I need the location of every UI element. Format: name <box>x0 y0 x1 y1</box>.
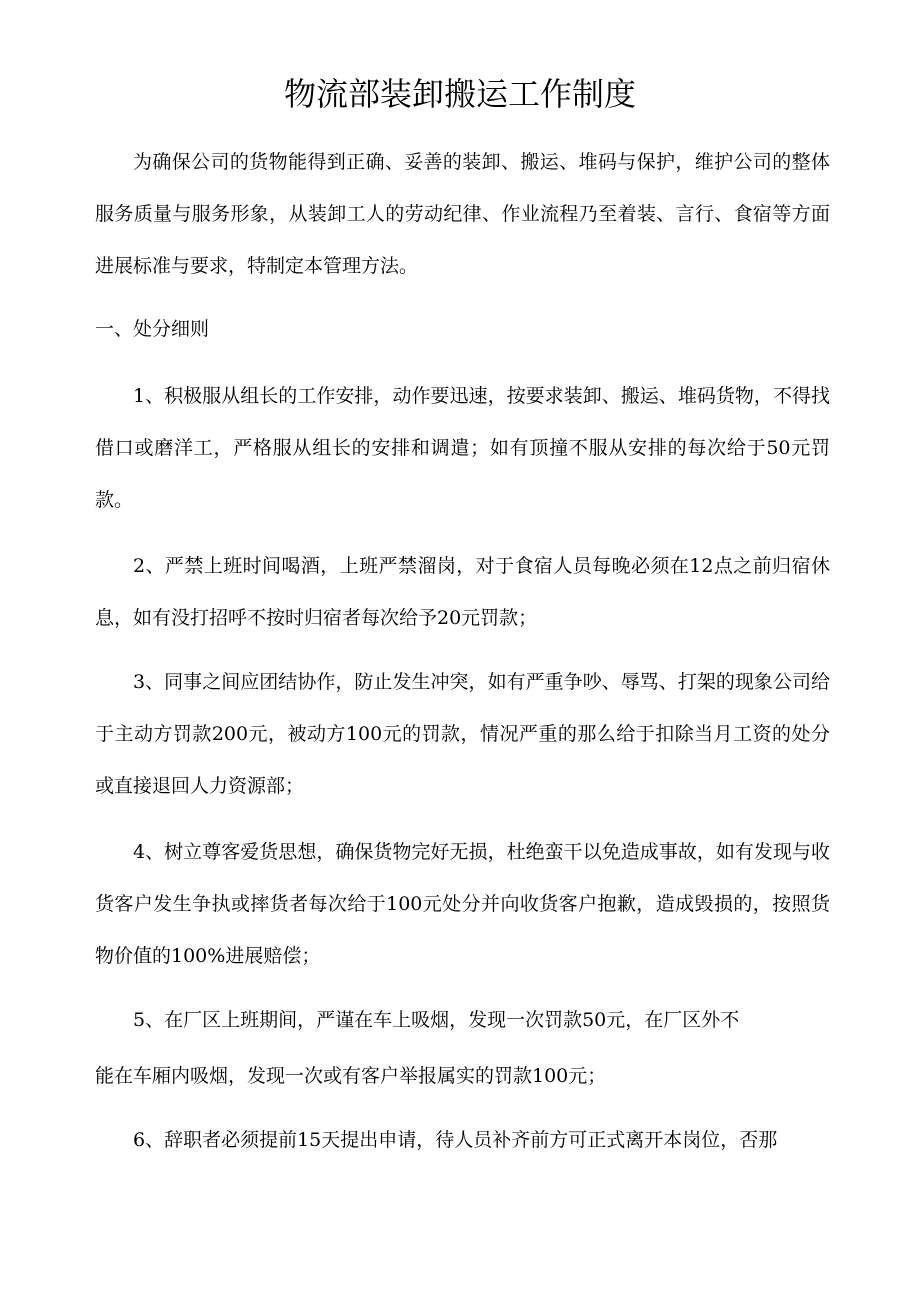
rule-5-line-1: 5、在厂区上班期间，严谨在车上吸烟，发现一次罚款50元，在厂区外不 <box>133 1009 740 1031</box>
rule-1-paragraph: 1、积极服从组长的工作安排，动作要迅速，按要求装卸、搬运、堆码货物，不得找借口或磨洋工，严格服从组长的安排和调遣；如有顶撞不服从安排的每次给于50元罚款。 <box>95 385 830 511</box>
page-title: 物流部装卸搬运工作制度 <box>283 75 636 113</box>
rule-2-paragraph: 2、严禁上班时间喝酒，上班严禁溜岗，对于食宿人员每晚必须在12点之前归宿休息，如有没打招呼不按时归宿者每次给予20元罚款； <box>95 555 830 629</box>
rule-5-line-2: 能在车厢内吸烟，发现一次或有客户举报属实的罚款100元； <box>95 1065 607 1087</box>
rule-3-paragraph: 3、同事之间应团结协作，防止发生冲突，如有严重争吵、辱骂、打架的现象公司给于主动方罚款200元，被动方100元的罚款，情况严重的那么给于扣除当月工资的处分或直接退回人力资源部； <box>95 671 830 797</box>
rule-4-paragraph: 4、树立尊客爱货思想，确保货物完好无损，杜绝蛮干以免造成事故，如有发现与收货客户发生争执或摔货者每次给于100元处分并向收货客户抱歉，造成毁损的，按照货物价值的100%进展赔偿； <box>95 841 830 967</box>
section-heading: 一、处分细则 <box>95 318 210 340</box>
rule-6-line-1: 6、辞职者必须提前15天提出申请，待人员补齐前方可正式离开本岗位，否那 <box>133 1129 778 1151</box>
intro-paragraph: 为确保公司的货物能得到正确、妥善的装卸、搬运、堆码与保护，维护公司的整体服务质量与服务形象，从装卸工人的劳动纪律、作业流程乃至着装、言行、食宿等方面进展标准与要求，特制定本管理方法。 <box>95 151 830 277</box>
